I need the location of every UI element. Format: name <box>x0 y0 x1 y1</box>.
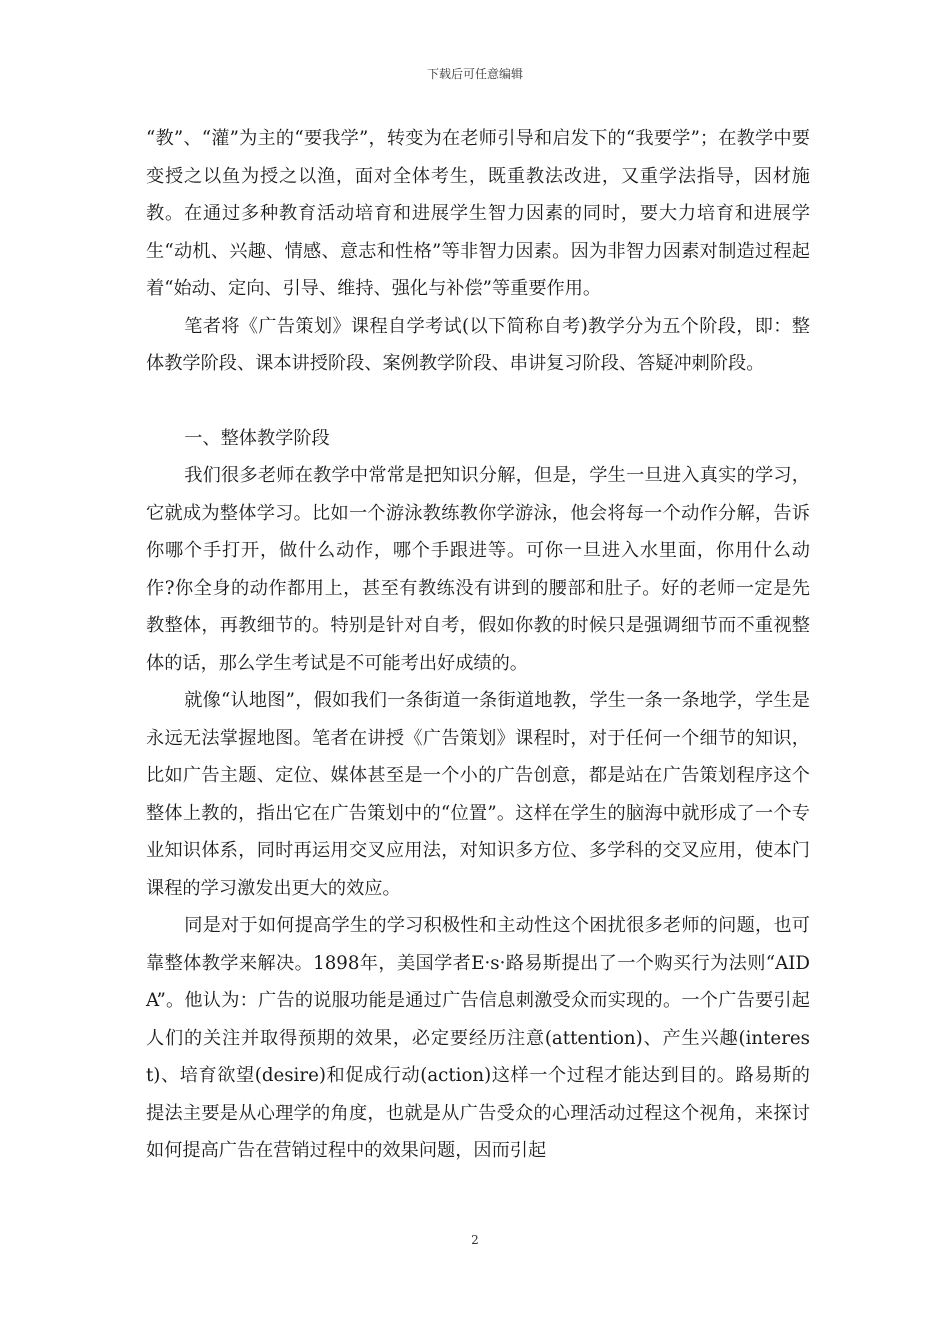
paragraph: 笔者将《广告策划》课程自学考试(以下简称自考)教学分为五个阶段，即：整体教学阶段、课本讲授阶段、案例教学阶段、串讲复习阶段、答疑冲刺阶段。 <box>146 315 810 374</box>
paragraph: “教”、“灌”为主的“要我学”，转变为在老师引导和启发下的“我要学”；在教学中要变授之以鱼为授之以渔，面对全体考生，既重教法改进，又重学法指导，因材施教。在通过多种教育活动培育和进展学生智力因素的同时，要大力培育和进展学生“动机、兴趣、情感、意志和性格”等非智力因素。因为非智力因素对制造过程起着“始动、定向、引导、维持、强化与补偿”等重要作用。 <box>146 128 810 299</box>
paragraph: 就像“认地图”，假如我们一条街道一条街道地教，学生一条一条地学，学生是永远无法掌握地图。笔者在讲授《广告策划》课程时，对于任何一个细节的知识，比如广告主题、定位、媒体甚至是一个小的广告创意，都是站在广告策划程序这个整体上教的，指出它在广告策划中的“位置”。这样在学生的脑海中就形成了一个专业知识体系，同时再运用交叉应用法，对知识多方位、多学科的交叉应用，使本门课程的学习激发出更大的效应。 <box>146 690 810 899</box>
page-number: 2 <box>471 1233 479 1247</box>
document-body <box>146 120 810 1170</box>
paragraph: 我们很多老师在教学中常常是把知识分解，但是，学生一旦进入真实的学习，它就成为整体学习。比如一个游泳教练教你学游泳，他会将每一个动作分解，告诉你哪个手打开，做什么动作，哪个手跟进等。可你一旦进入水里面，你用什么动作?你全身的动作都用上，甚至有教练没有讲到的腰部和肚子。好的老师一定是先教整体，再教细节的。特别是针对自考，假如你教的时候只是强调细节而不重视整体的话，那么学生考试是不可能考出好成绩的。 <box>146 465 810 674</box>
page-header: 下载后可任意编辑 <box>426 67 523 81</box>
paragraph: 同是对于如何提高学生的学习积极性和主动性这个困扰很多老师的问题，也可靠整体教学来解决。1898年，美国学者E·s·路易斯提出了一个购买行为法则“AIDA”。他认为：广告的说服功能是通过广告信息刺激受众而实现的。一个广告要引起人们的关注并取得预期的效果，必定要经历注意(attention)、产生兴趣(interest)、培育欲望(desire)和促成行动(action)这样一个过程才能达到目的。路易斯的提法主要是从心理学的角度，也就是从广告受众的心理活动过程这个视角，来探讨如何提高广告在营销过程中的效果问题，因而引起 <box>146 915 810 1161</box>
section-heading: 一、整体教学阶段 <box>184 427 330 449</box>
